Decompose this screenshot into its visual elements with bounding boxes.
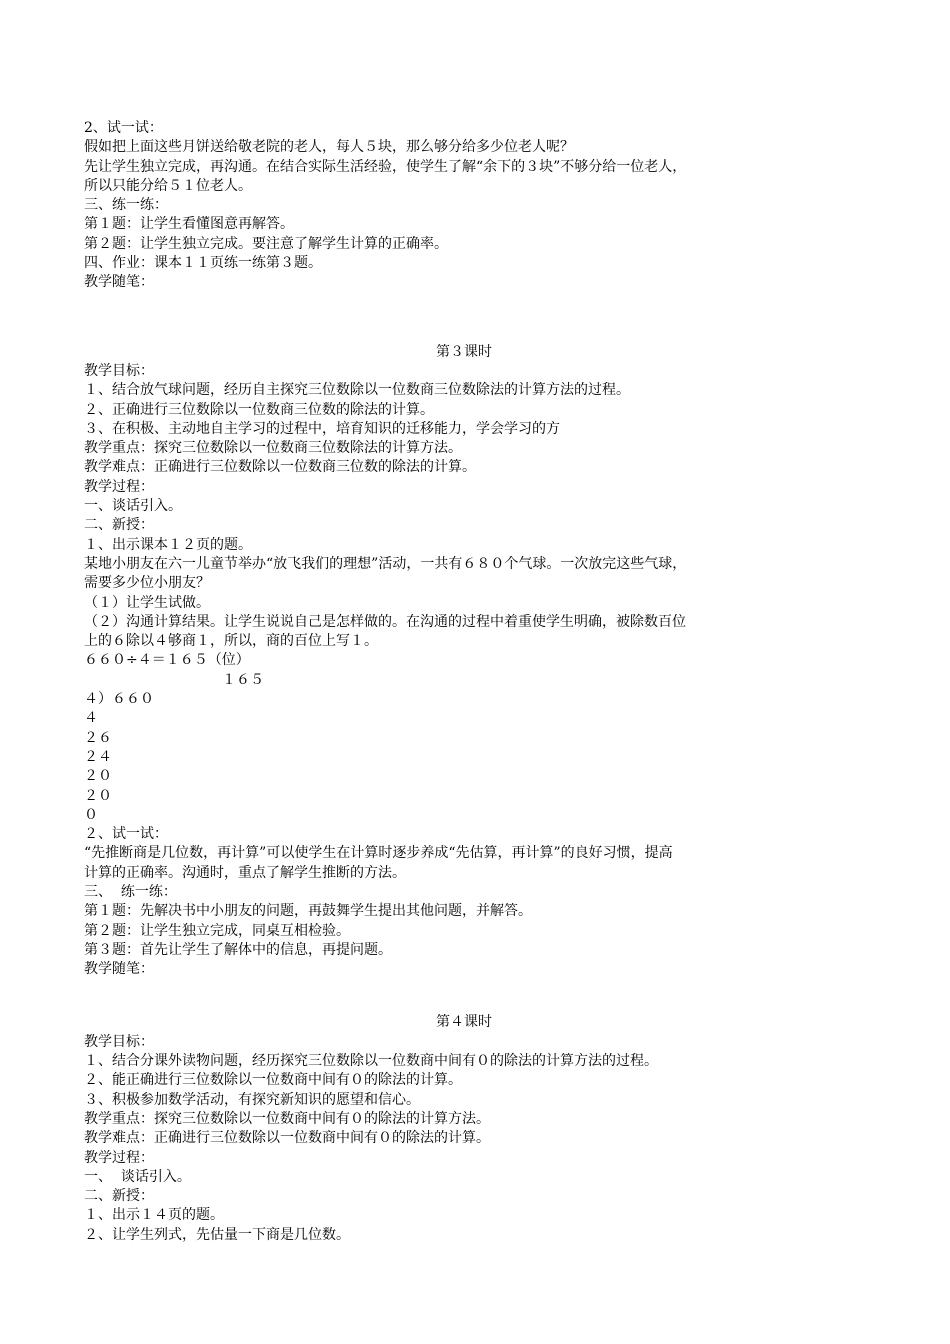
lesson-3 — [84, 343, 844, 980]
text-line: 二、新授： — [84, 517, 154, 534]
text-line: 三、练一练： — [84, 197, 168, 214]
division-step: ２０ — [84, 787, 112, 804]
text-line: 教学难点：正确进行三位数除以一位数商中间有０的除法的计算。 — [84, 1130, 490, 1147]
text-line: 上的６除以４够商１，所以，商的百位上写１。 — [84, 633, 378, 650]
spacer — [84, 979, 844, 1013]
text-line: 教学重点：探究三位数除以一位数商中间有０的除法的计算方法。 — [84, 1110, 490, 1127]
text-line: 教学重点：探究三位数除以一位数商三位数除法的计算方法。 — [84, 440, 462, 457]
text-line: 需要多少位小朋友？ — [84, 575, 210, 592]
text-line: 教学过程： — [84, 478, 154, 495]
text-line: ２、能正确进行三位数除以一位数商中间有０的除法的计算。 — [84, 1072, 462, 1089]
text-line: 第１题：先解决书中小朋友的问题，再鼓舞学生提出其他问题，并解答。 — [84, 903, 532, 920]
text-line: （１）让学生试做。 — [84, 594, 210, 611]
division-step: ４ — [84, 710, 98, 727]
text-line: 一、谈话引入。 — [84, 498, 182, 515]
text-line: 先让学生独立完成，再沟通。在结合实际生活经验，使学生了解“余下的３块”不够分给一位老人， — [84, 158, 687, 175]
text-line: 教学难点：正确进行三位数除以一位数商三位数的除法的计算。 — [84, 459, 476, 476]
division-quotient: １６５ — [222, 671, 264, 688]
lesson-title: 第４课时 — [436, 1014, 492, 1031]
text-line: 二、新授： — [84, 1188, 154, 1205]
text-line: 教学目标： — [84, 1033, 154, 1050]
text-line: ２、正确进行三位数除以一位数商三位数的除法的计算。 — [84, 401, 434, 418]
section-1 — [84, 119, 844, 293]
lesson-title: 第３课时 — [436, 343, 492, 360]
text-line: １、结合分课外读物问题，经历探究三位数除以一位数商中间有０的除法的计算方法的过程。 — [84, 1053, 658, 1070]
text-line: 所以只能分给５１位老人。 — [84, 177, 252, 194]
text-line: ３、在积极、主动地自主学习的过程中，培育知识的迁移能力，学会学习的方 — [84, 420, 560, 437]
text-line: ２、试一试： — [84, 826, 168, 843]
lesson-4 — [84, 1013, 844, 1245]
text-line: １、出示课本１２页的题。 — [84, 536, 252, 553]
division-step: ２６ — [84, 729, 112, 746]
text-line: 一、 谈话引入。 — [84, 1168, 191, 1185]
division-step: ４）６６０ — [84, 691, 154, 708]
text-line: １、结合放气球问题，经历自主探究三位数除以一位数商三位数除法的计算方法的过程。 — [84, 382, 630, 399]
text-line: 某地小朋友在六一儿童节举办“放飞我们的理想”活动，一共有６８０个气球。一次放完这些气球， — [84, 555, 687, 572]
text-line: 第２题：让学生独立完成，同桌互相检验。 — [84, 922, 350, 939]
text-line: 第３题：首先让学生了解体中的信息，再提问题。 — [84, 941, 392, 958]
text-line: 计算的正确率。沟通时，重点了解学生推断的方法。 — [84, 864, 406, 881]
text-line: 第１题：让学生看懂图意再解答。 — [84, 216, 294, 233]
text-line: （２）沟通计算结果。让学生说说自己是怎样做的。在沟通的过程中着重使学生明确，被除数百位 — [84, 613, 686, 630]
division-step: ２０ — [84, 768, 112, 785]
text-line: ２、让学生列式，先估量一下商是几位数。 — [84, 1226, 350, 1243]
text-line: “先推断商是几位数，再计算”可以使学生在计算时逐步养成“先估算，再计算”的良好习惯，提高 — [84, 845, 673, 862]
division-step: ０ — [84, 806, 98, 823]
text-line: 教学随笔： — [84, 961, 154, 978]
text-line: 三、 练一练： — [84, 883, 177, 900]
text-line: 教学过程： — [84, 1149, 154, 1166]
long-division — [84, 671, 844, 825]
spacer — [84, 293, 844, 343]
text-line: ３、积极参加数学活动，有探究新知识的愿望和信心。 — [84, 1091, 420, 1108]
text-line: 教学目标： — [84, 362, 154, 379]
division-step: ２４ — [84, 748, 112, 765]
document-page — [84, 119, 844, 1245]
equation-line: ６６０÷４＝１６５（位） — [84, 652, 250, 669]
text-line: 第２题：让学生独立完成。要注意了解学生计算的正确率。 — [84, 235, 448, 252]
text-line: 四、作业：课本１１页练一练第３题。 — [84, 255, 322, 272]
text-line: １、出示１４页的题。 — [84, 1207, 224, 1224]
text-line: 教学随笔： — [84, 274, 154, 291]
text-line: 2、试一试： — [84, 120, 163, 136]
text-line: 假如把上面这些月饼送给敬老院的老人，每人５块，那么够分给多少位老人呢？ — [84, 139, 574, 156]
